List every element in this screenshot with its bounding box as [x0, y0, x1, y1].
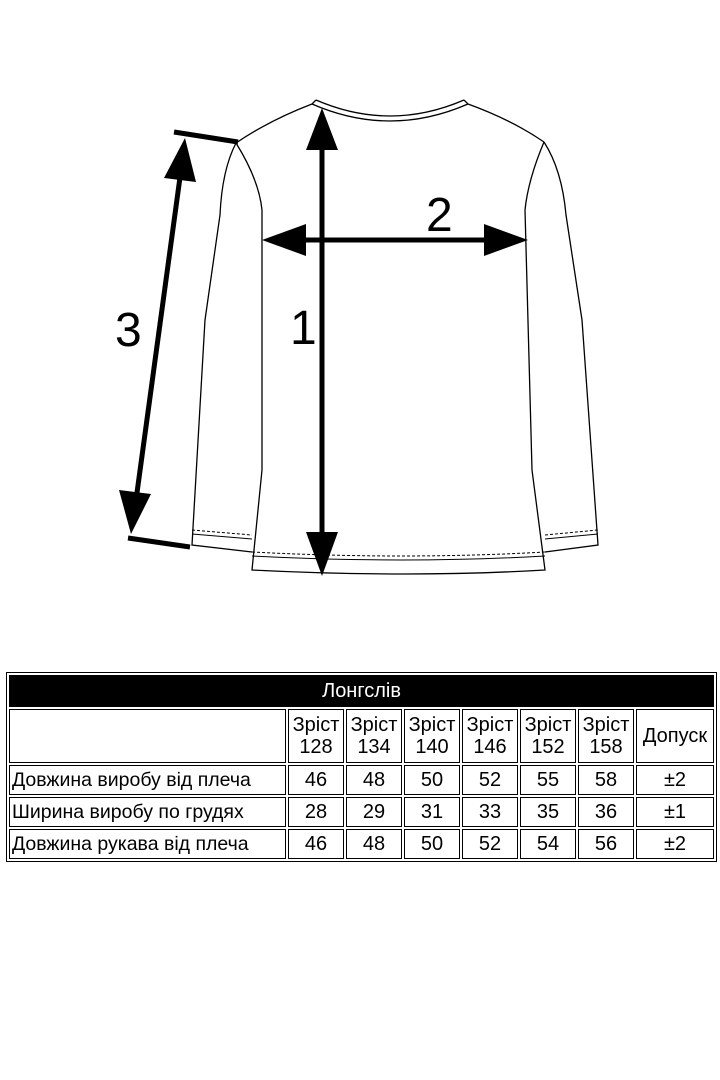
table-cell: 48	[346, 829, 402, 859]
table-cell: 28	[288, 797, 344, 827]
table-row	[9, 765, 714, 795]
size-value: 146	[473, 736, 507, 758]
measurement-2-width-arrow	[262, 224, 528, 256]
table-title: Лонгслів	[9, 675, 714, 707]
header-size-158	[578, 709, 634, 763]
size-word: Зріст	[524, 714, 572, 736]
header-size-152	[520, 709, 576, 763]
header-tolerance: Допуск	[636, 709, 714, 763]
tolerance-cell: ±2	[636, 765, 714, 795]
table-cell: 54	[520, 829, 576, 859]
longsleeve-outline	[192, 100, 598, 574]
tolerance-cell: ±2	[636, 829, 714, 859]
table-cell: 36	[578, 797, 634, 827]
row-label: Ширина виробу по грудях	[9, 797, 286, 827]
marker-1-label: 1	[290, 302, 317, 355]
table-header-row	[9, 709, 714, 763]
table-title-row	[9, 675, 714, 707]
table-cell: 52	[462, 765, 518, 795]
table-cell: 31	[404, 797, 460, 827]
table-cell: 55	[520, 765, 576, 795]
size-word: Зріст	[582, 714, 630, 736]
table-cell: 48	[346, 765, 402, 795]
table-cell: 46	[288, 765, 344, 795]
header-size-146	[462, 709, 518, 763]
table-cell: 35	[520, 797, 576, 827]
size-word: Зріст	[292, 714, 340, 736]
size-value: 140	[415, 736, 449, 758]
header-size-140	[404, 709, 460, 763]
table-cell: 46	[288, 829, 344, 859]
table-row	[9, 797, 714, 827]
size-value: 134	[357, 736, 391, 758]
table-cell: 29	[346, 797, 402, 827]
header-size-134	[346, 709, 402, 763]
size-table-container	[6, 672, 713, 862]
size-value: 158	[589, 736, 623, 758]
size-value: 152	[531, 736, 565, 758]
table-cell: 52	[462, 829, 518, 859]
row-label: Довжина виробу від плеча	[9, 765, 286, 795]
table-cell: 58	[578, 765, 634, 795]
row-label: Довжина рукава від плеча	[9, 829, 286, 859]
size-word: Зріст	[408, 714, 456, 736]
marker-2-label: 2	[426, 189, 453, 242]
header-size-128	[288, 709, 344, 763]
table-cell: 50	[404, 829, 460, 859]
size-word: Зріст	[466, 714, 514, 736]
table-cell: 33	[462, 797, 518, 827]
size-value: 128	[299, 736, 333, 758]
size-word: Зріст	[350, 714, 398, 736]
table-cell: 50	[404, 765, 460, 795]
header-empty-cell	[9, 709, 286, 763]
table-cell: 56	[578, 829, 634, 859]
size-table	[6, 672, 717, 862]
tolerance-cell: ±1	[636, 797, 714, 827]
marker-3-label: 3	[115, 304, 142, 357]
table-row	[9, 829, 714, 859]
